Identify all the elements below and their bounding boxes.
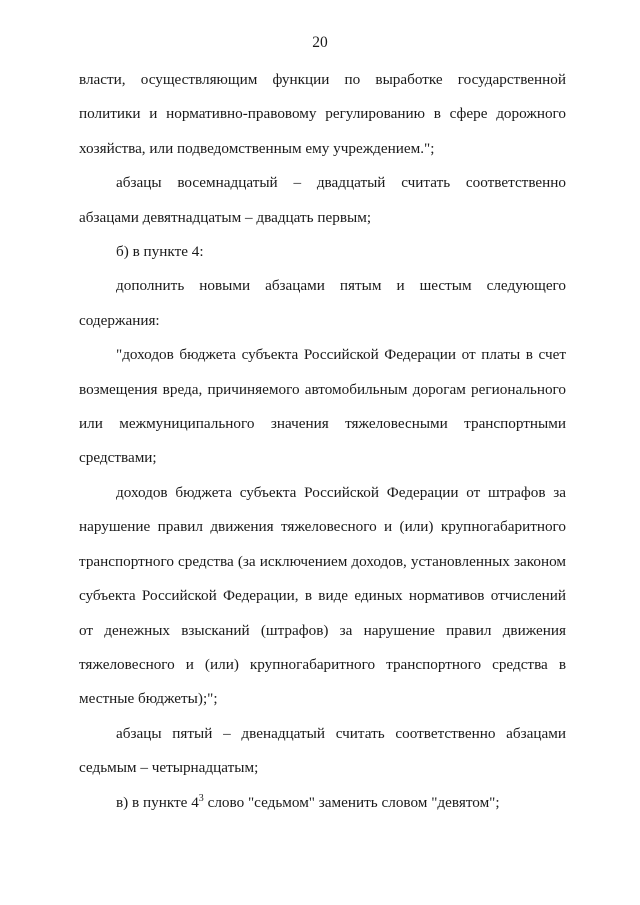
paragraph-continuation: власти, осуществляющим функции по выработке государственной политики и нормативно-правовому регулированию в сфере дорожного хозяйства, или подведомственным ему учреждением."; xyxy=(79,71,566,157)
item-v-text-after: слово "седьмом" заменить словом "девятом"; xyxy=(203,793,500,811)
paragraph-quote-income-1: "доходов бюджета субъекта Российской Федерации от платы в счет возмещения вреда, причиняемого автомобильным дорогам регионального или межмуниципального значения тяжеловесными транспортными средствами; xyxy=(79,346,566,467)
item-v-superscript: 3 xyxy=(198,792,204,804)
document-body xyxy=(79,63,566,820)
page-number: 20 xyxy=(312,34,328,51)
paragraph-quote-income-2: доходов бюджета субъекта Российской Федерации от штрафов за нарушение правил движения тяжеловесного и (или) крупногабаритного транспортного средства (за исключением доходов, установленных законом субъекта Российской Федерации, в виде единых нормативов отчислений от денежных взысканий (штрафов) за нарушение правил движения тяжеловесного и (или) крупногабаритного транспортного средства в местные бюджеты);"; xyxy=(79,483,566,708)
paragraph-abzatsy-renumber-2: абзацы пятый – двенадцатый считать соответственно абзацами седьмым – четырнадцатым; xyxy=(79,724,566,777)
paragraph-abzatsy-renumber: абзацы восемнадцатый – двадцатый считать соответственно абзацами девятнадцатым – двадцать первым; xyxy=(79,174,566,226)
paragraph-add-abzatsy: дополнить новыми абзацами пятым и шестым следующего содержания: xyxy=(79,277,566,329)
item-v-text-before: в) в пункте 4 xyxy=(116,793,199,811)
paragraph-item-b: б) в пункте 4: xyxy=(116,243,204,261)
paragraph-item-v xyxy=(79,786,566,820)
